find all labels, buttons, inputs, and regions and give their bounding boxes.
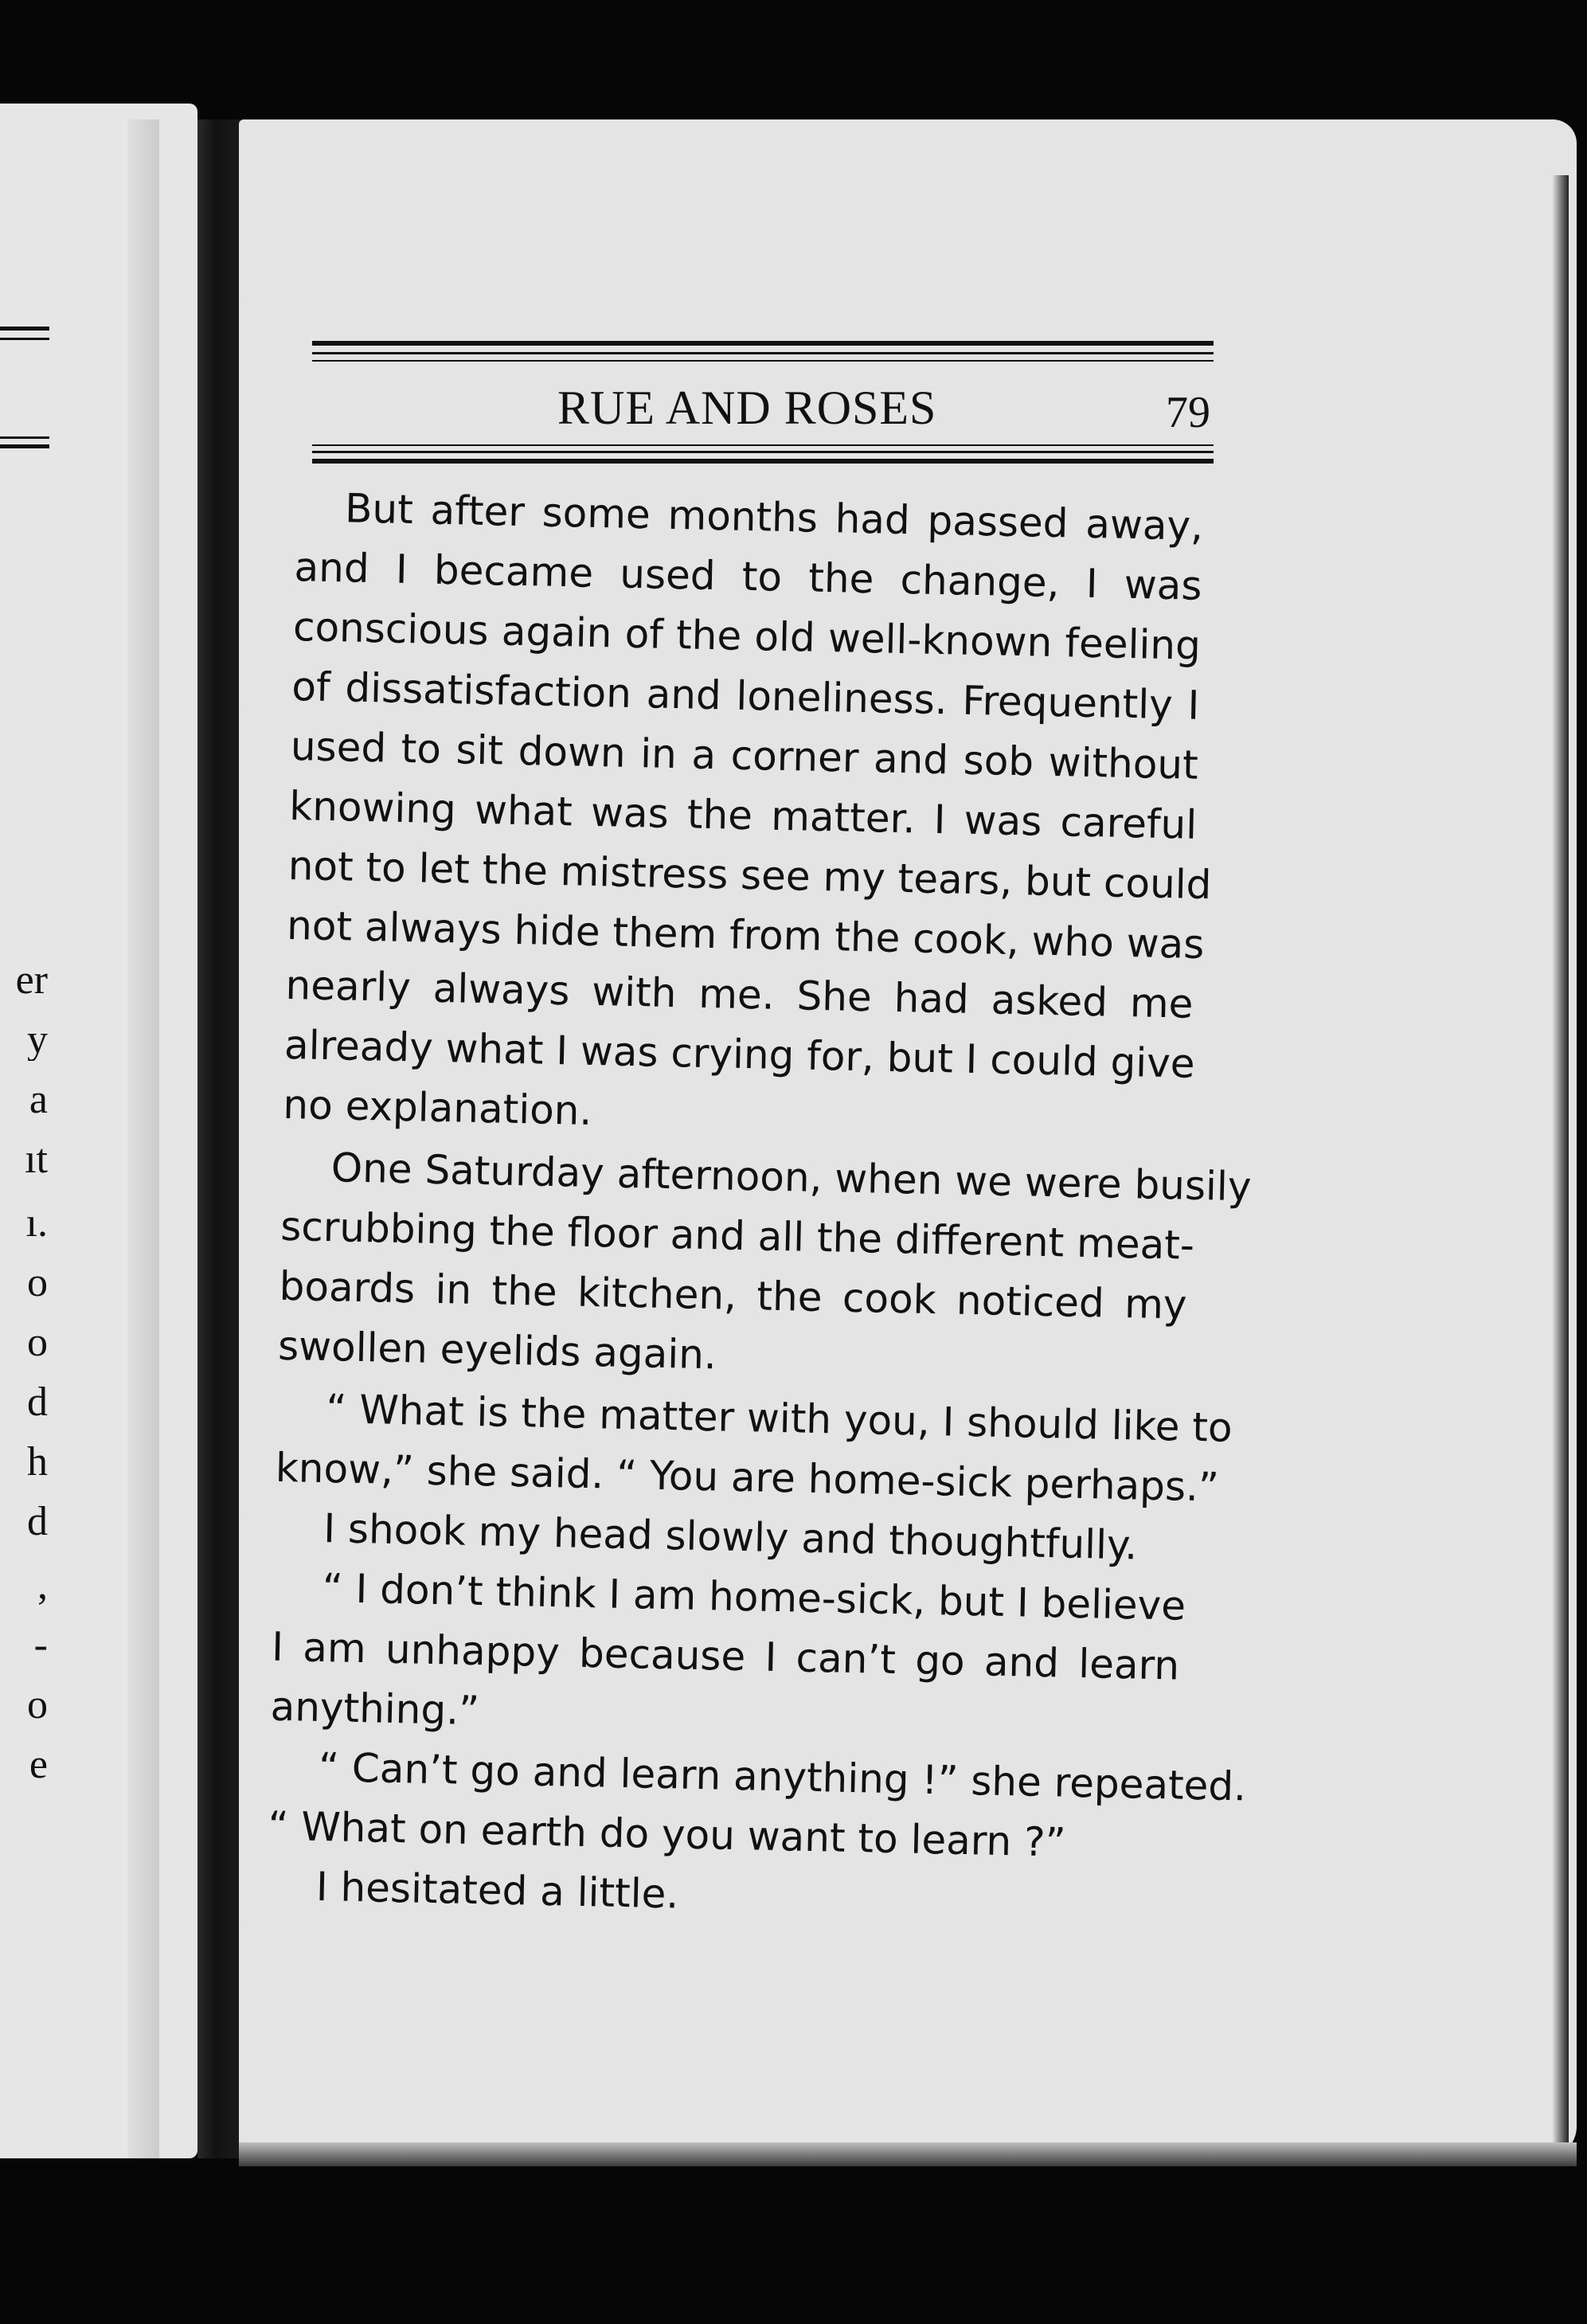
facing-page: [0, 104, 197, 2158]
text-line: swollen eyelids again.: [277, 1322, 717, 1379]
header-rule-top-thin: [312, 360, 1214, 362]
text-line: “ I don’t think I am home-sick, but I believe: [322, 1564, 1186, 1630]
facing-page-rule: [0, 327, 49, 331]
text-line: already what I was crying for, but I could give: [283, 1021, 1196, 1087]
text-line: know,” she said. “ You are home-sick perhaps.”: [275, 1444, 1220, 1511]
facing-page-fragment: e: [29, 1744, 48, 1786]
header-rule-bottom: [312, 459, 1214, 464]
text-line: anything.”: [270, 1683, 480, 1735]
text-line: and I became used to the change, I was: [294, 543, 1203, 609]
facing-page-fragment: o: [27, 1322, 48, 1363]
facing-page-fragment: o: [27, 1262, 48, 1304]
facing-page-fragment: ıt: [25, 1139, 48, 1180]
facing-page-fragment: ı.: [25, 1203, 48, 1244]
facing-page-fragment: y: [27, 1019, 48, 1061]
text-line: One Saturday afternoon, when we were busily: [330, 1144, 1252, 1211]
text-line: I shook my head slowly and thoughtfully.: [322, 1505, 1138, 1569]
facing-page-fragment: d: [27, 1501, 48, 1543]
facing-page-rule: [0, 338, 49, 340]
spine-shadow: [127, 119, 159, 2158]
running-head: [312, 374, 1214, 438]
facing-page-fragment: o: [27, 1684, 48, 1726]
facing-page-fragment: -: [33, 1625, 48, 1666]
text-line: “ Can’t go and learn anything !” she repeated.: [318, 1743, 1247, 1810]
page-bottom-edge: [239, 2142, 1577, 2166]
facing-page-fragment: d: [27, 1382, 48, 1423]
page-number: 79: [1166, 388, 1210, 437]
book-gutter: [197, 119, 240, 2158]
text-line: used to sit down in a corner and sob without: [290, 722, 1199, 788]
body-text: [266, 478, 1252, 1935]
header-rule-top: [312, 341, 1214, 346]
text-line: “ What on earth do you want to learn ?”: [267, 1802, 1067, 1866]
header-rule-bottom-thin: [312, 451, 1214, 453]
text-line: not to let the mistress see my tears, but could: [287, 842, 1212, 909]
text-line: knowing what was the matter. I was careful: [288, 782, 1198, 848]
text-line: But after some months had passed away,: [344, 485, 1204, 550]
running-head-title: RUE AND ROSES: [557, 381, 937, 434]
text-line: “ What is the matter with you, I should like to: [325, 1386, 1233, 1451]
text-line: not always hide them from the cook, who was: [286, 902, 1205, 968]
page-edge: [1553, 175, 1569, 2150]
facing-page-rule: [0, 436, 49, 439]
text-line: of dissatisfaction and loneliness. Frequently I: [291, 663, 1200, 729]
header-rule-bottom-thin: [312, 444, 1214, 446]
facing-page-rule: [0, 444, 49, 448]
text-line: scrubbing the floor and all the different meat-: [279, 1203, 1195, 1269]
text-line: nearly always with me. She had asked me: [285, 961, 1194, 1027]
text-line: I am unhappy because I can’t go and learn: [271, 1623, 1180, 1689]
text-line: I hesitated a little.: [315, 1863, 679, 1918]
text-line: boards in the kitchen, the cook noticed my: [279, 1262, 1188, 1328]
text-line: conscious again of the old well-known feeling: [292, 603, 1202, 669]
facing-page-fragment: er: [15, 960, 48, 1001]
facing-page-fragment: a: [29, 1079, 48, 1121]
facing-page-fragment: h: [27, 1442, 48, 1483]
header-rule-top-thin: [312, 352, 1214, 354]
facing-page-fragment: ,: [37, 1565, 48, 1606]
text-line: no explanation.: [282, 1081, 592, 1134]
